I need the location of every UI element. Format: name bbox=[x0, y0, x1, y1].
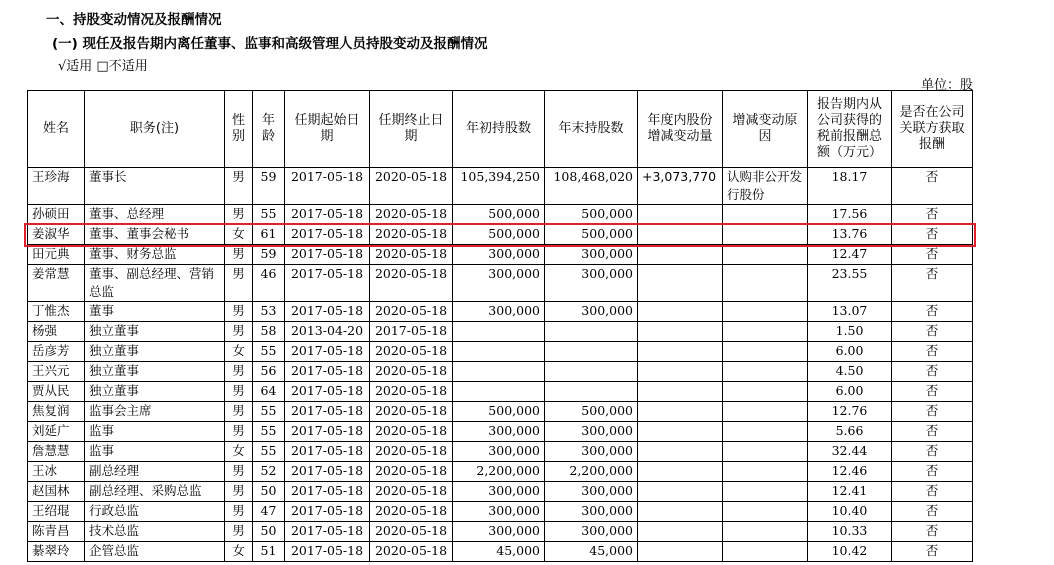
col-header-gender: 性别 bbox=[225, 91, 253, 168]
table-row bbox=[28, 522, 973, 542]
row-related-party-cell: 否 bbox=[892, 522, 973, 542]
row-gender-cell: 女 bbox=[225, 342, 253, 362]
row-change-reason-cell bbox=[723, 342, 808, 362]
row-name-cell: 孙硕田 bbox=[28, 205, 85, 225]
row-begin-shares-cell: 2,200,000 bbox=[453, 462, 545, 482]
shareholding-table bbox=[27, 90, 973, 562]
row-gender-cell: 女 bbox=[225, 542, 253, 562]
row-end-date-cell: 2020-05-18 bbox=[370, 462, 453, 482]
col-header-end-shares: 年末持股数 bbox=[545, 91, 638, 168]
row-start-date-cell: 2017-05-18 bbox=[285, 342, 370, 362]
table-row bbox=[28, 402, 973, 422]
row-related-party-cell: 否 bbox=[892, 362, 973, 382]
row-change-reason-cell bbox=[723, 502, 808, 522]
row-pretax-pay-cell: 12.47 bbox=[808, 245, 892, 265]
applicable-checkbox-line: √适用 □不适用 bbox=[58, 59, 148, 74]
table-row bbox=[28, 502, 973, 522]
row-age-cell: 61 bbox=[253, 225, 285, 245]
row-name-cell: 王冰 bbox=[28, 462, 85, 482]
row-start-date-cell: 2017-05-18 bbox=[285, 265, 370, 302]
row-share-change-cell bbox=[638, 542, 723, 562]
row-age-cell: 50 bbox=[253, 522, 285, 542]
row-related-party-cell: 否 bbox=[892, 302, 973, 322]
table-row bbox=[28, 265, 973, 302]
row-gender-cell: 男 bbox=[225, 382, 253, 402]
row-gender-cell: 男 bbox=[225, 265, 253, 302]
row-share-change-cell: +3,073,770 bbox=[638, 168, 723, 205]
row-pretax-pay-cell: 12.76 bbox=[808, 402, 892, 422]
table-row bbox=[28, 168, 973, 205]
row-pretax-pay-cell: 10.33 bbox=[808, 522, 892, 542]
row-start-date-cell: 2017-05-18 bbox=[285, 542, 370, 562]
row-position-cell: 董事、董事会秘书 bbox=[85, 225, 225, 245]
row-position-cell: 行政总监 bbox=[85, 502, 225, 522]
row-related-party-cell: 否 bbox=[892, 205, 973, 225]
row-name-cell: 王绍琨 bbox=[28, 502, 85, 522]
row-begin-shares-cell: 300,000 bbox=[453, 442, 545, 462]
row-gender-cell: 男 bbox=[225, 482, 253, 502]
row-pretax-pay-cell: 17.56 bbox=[808, 205, 892, 225]
row-gender-cell: 女 bbox=[225, 225, 253, 245]
row-related-party-cell: 否 bbox=[892, 382, 973, 402]
row-gender-cell: 男 bbox=[225, 362, 253, 382]
row-age-cell: 56 bbox=[253, 362, 285, 382]
row-share-change-cell bbox=[638, 482, 723, 502]
row-name-cell: 岳彦芳 bbox=[28, 342, 85, 362]
row-begin-shares-cell: 300,000 bbox=[453, 482, 545, 502]
row-related-party-cell: 否 bbox=[892, 502, 973, 522]
row-end-shares-cell bbox=[545, 322, 638, 342]
row-change-reason-cell: 认购非公开发行股份 bbox=[723, 168, 808, 205]
row-start-date-cell: 2017-05-18 bbox=[285, 205, 370, 225]
section-heading: 一、持股变动情况及报酬情况 bbox=[46, 12, 222, 28]
col-header-pretax-pay: 报告期内从公司获得的税前报酬总额（万元） bbox=[808, 91, 892, 168]
col-header-start-date: 任期起始日期 bbox=[285, 91, 370, 168]
row-related-party-cell: 否 bbox=[892, 542, 973, 562]
row-related-party-cell: 否 bbox=[892, 322, 973, 342]
row-change-reason-cell bbox=[723, 265, 808, 302]
row-related-party-cell: 否 bbox=[892, 462, 973, 482]
row-position-cell: 企管总监 bbox=[85, 542, 225, 562]
row-pretax-pay-cell: 6.00 bbox=[808, 382, 892, 402]
row-pretax-pay-cell: 12.46 bbox=[808, 462, 892, 482]
row-end-shares-cell: 300,000 bbox=[545, 422, 638, 442]
row-pretax-pay-cell: 18.17 bbox=[808, 168, 892, 205]
row-begin-shares-cell: 500,000 bbox=[453, 402, 545, 422]
row-age-cell: 46 bbox=[253, 265, 285, 302]
row-related-party-cell: 否 bbox=[892, 402, 973, 422]
row-pretax-pay-cell: 23.55 bbox=[808, 265, 892, 302]
row-name-cell: 焦复润 bbox=[28, 402, 85, 422]
row-start-date-cell: 2017-05-18 bbox=[285, 245, 370, 265]
row-age-cell: 55 bbox=[253, 422, 285, 442]
row-change-reason-cell bbox=[723, 362, 808, 382]
table-row bbox=[28, 462, 973, 482]
row-end-date-cell: 2020-05-18 bbox=[370, 442, 453, 462]
row-start-date-cell: 2017-05-18 bbox=[285, 382, 370, 402]
row-begin-shares-cell bbox=[453, 362, 545, 382]
row-start-date-cell: 2017-05-18 bbox=[285, 225, 370, 245]
row-related-party-cell: 否 bbox=[892, 245, 973, 265]
row-change-reason-cell bbox=[723, 382, 808, 402]
row-position-cell: 副总经理 bbox=[85, 462, 225, 482]
row-pretax-pay-cell: 5.66 bbox=[808, 422, 892, 442]
row-begin-shares-cell: 300,000 bbox=[453, 245, 545, 265]
table-row bbox=[28, 205, 973, 225]
row-related-party-cell: 否 bbox=[892, 225, 973, 245]
row-end-date-cell: 2020-05-18 bbox=[370, 245, 453, 265]
table-row bbox=[28, 245, 973, 265]
row-gender-cell: 男 bbox=[225, 302, 253, 322]
row-gender-cell: 女 bbox=[225, 442, 253, 462]
row-share-change-cell bbox=[638, 302, 723, 322]
row-name-cell: 赵国林 bbox=[28, 482, 85, 502]
row-gender-cell: 男 bbox=[225, 502, 253, 522]
row-gender-cell: 男 bbox=[225, 245, 253, 265]
row-age-cell: 55 bbox=[253, 402, 285, 422]
row-related-party-cell: 否 bbox=[892, 442, 973, 462]
row-gender-cell: 男 bbox=[225, 168, 253, 205]
row-change-reason-cell bbox=[723, 522, 808, 542]
row-change-reason-cell bbox=[723, 322, 808, 342]
row-name-cell: 贾从民 bbox=[28, 382, 85, 402]
row-change-reason-cell bbox=[723, 205, 808, 225]
row-end-date-cell: 2020-05-18 bbox=[370, 168, 453, 205]
row-name-cell: 姜常慧 bbox=[28, 265, 85, 302]
row-end-shares-cell: 300,000 bbox=[545, 522, 638, 542]
row-end-date-cell: 2020-05-18 bbox=[370, 265, 453, 302]
table-row bbox=[28, 225, 973, 245]
table-row bbox=[28, 382, 973, 402]
row-end-shares-cell bbox=[545, 382, 638, 402]
row-end-date-cell: 2020-05-18 bbox=[370, 382, 453, 402]
row-position-cell: 独立董事 bbox=[85, 322, 225, 342]
row-age-cell: 55 bbox=[253, 205, 285, 225]
unit-label: 单位：股 bbox=[921, 78, 974, 93]
row-end-shares-cell: 500,000 bbox=[545, 402, 638, 422]
row-share-change-cell bbox=[638, 225, 723, 245]
row-end-date-cell: 2020-05-18 bbox=[370, 302, 453, 322]
row-change-reason-cell bbox=[723, 245, 808, 265]
row-position-cell: 监事 bbox=[85, 442, 225, 462]
row-start-date-cell: 2017-05-18 bbox=[285, 362, 370, 382]
row-end-shares-cell: 300,000 bbox=[545, 265, 638, 302]
col-header-share-change: 年度内股份增减变动量 bbox=[638, 91, 723, 168]
row-change-reason-cell bbox=[723, 442, 808, 462]
row-share-change-cell bbox=[638, 522, 723, 542]
row-end-shares-cell: 300,000 bbox=[545, 502, 638, 522]
row-age-cell: 55 bbox=[253, 442, 285, 462]
row-change-reason-cell bbox=[723, 482, 808, 502]
row-pretax-pay-cell: 32.44 bbox=[808, 442, 892, 462]
row-end-shares-cell: 300,000 bbox=[545, 302, 638, 322]
row-end-date-cell: 2020-05-18 bbox=[370, 522, 453, 542]
col-header-age: 年龄 bbox=[253, 91, 285, 168]
row-share-change-cell bbox=[638, 442, 723, 462]
col-header-related-party-pay: 是否在公司关联方获取报酬 bbox=[892, 91, 973, 168]
row-begin-shares-cell: 105,394,250 bbox=[453, 168, 545, 205]
row-position-cell: 董事、财务总监 bbox=[85, 245, 225, 265]
row-age-cell: 55 bbox=[253, 342, 285, 362]
row-name-cell: 詹慧慧 bbox=[28, 442, 85, 462]
row-begin-shares-cell: 45,000 bbox=[453, 542, 545, 562]
row-share-change-cell bbox=[638, 265, 723, 302]
row-begin-shares-cell: 300,000 bbox=[453, 422, 545, 442]
row-age-cell: 50 bbox=[253, 482, 285, 502]
row-start-date-cell: 2017-05-18 bbox=[285, 482, 370, 502]
table-row bbox=[28, 322, 973, 342]
row-share-change-cell bbox=[638, 382, 723, 402]
row-end-date-cell: 2020-05-18 bbox=[370, 502, 453, 522]
row-end-date-cell: 2020-05-18 bbox=[370, 402, 453, 422]
table-row bbox=[28, 542, 973, 562]
row-name-cell: 刘延广 bbox=[28, 422, 85, 442]
row-begin-shares-cell: 300,000 bbox=[453, 302, 545, 322]
row-end-shares-cell: 45,000 bbox=[545, 542, 638, 562]
col-header-position: 职务(注) bbox=[85, 91, 225, 168]
col-header-begin-shares: 年初持股数 bbox=[453, 91, 545, 168]
row-position-cell: 监事会主席 bbox=[85, 402, 225, 422]
row-pretax-pay-cell: 10.42 bbox=[808, 542, 892, 562]
row-age-cell: 59 bbox=[253, 168, 285, 205]
row-begin-shares-cell: 300,000 bbox=[453, 502, 545, 522]
row-start-date-cell: 2017-05-18 bbox=[285, 168, 370, 205]
row-change-reason-cell bbox=[723, 225, 808, 245]
table-row bbox=[28, 362, 973, 382]
row-pretax-pay-cell: 1.50 bbox=[808, 322, 892, 342]
row-change-reason-cell bbox=[723, 402, 808, 422]
row-share-change-cell bbox=[638, 462, 723, 482]
row-position-cell: 董事、总经理 bbox=[85, 205, 225, 225]
row-end-shares-cell: 300,000 bbox=[545, 245, 638, 265]
table-row bbox=[28, 442, 973, 462]
row-start-date-cell: 2017-05-18 bbox=[285, 442, 370, 462]
row-share-change-cell bbox=[638, 502, 723, 522]
row-name-cell: 姜淑华 bbox=[28, 225, 85, 245]
row-gender-cell: 男 bbox=[225, 205, 253, 225]
row-share-change-cell bbox=[638, 245, 723, 265]
row-name-cell: 王珍海 bbox=[28, 168, 85, 205]
row-start-date-cell: 2017-05-18 bbox=[285, 402, 370, 422]
row-age-cell: 47 bbox=[253, 502, 285, 522]
row-name-cell: 綦翠玲 bbox=[28, 542, 85, 562]
row-end-date-cell: 2020-05-18 bbox=[370, 362, 453, 382]
row-share-change-cell bbox=[638, 422, 723, 442]
row-end-shares-cell: 300,000 bbox=[545, 442, 638, 462]
row-begin-shares-cell bbox=[453, 322, 545, 342]
row-name-cell: 杨强 bbox=[28, 322, 85, 342]
row-pretax-pay-cell: 4.50 bbox=[808, 362, 892, 382]
row-end-date-cell: 2020-05-18 bbox=[370, 225, 453, 245]
row-age-cell: 58 bbox=[253, 322, 285, 342]
row-change-reason-cell bbox=[723, 542, 808, 562]
row-related-party-cell: 否 bbox=[892, 342, 973, 362]
table-row bbox=[28, 302, 973, 322]
row-gender-cell: 男 bbox=[225, 522, 253, 542]
row-share-change-cell bbox=[638, 362, 723, 382]
row-position-cell: 副总经理、采购总监 bbox=[85, 482, 225, 502]
row-end-shares-cell: 2,200,000 bbox=[545, 462, 638, 482]
row-pretax-pay-cell: 12.41 bbox=[808, 482, 892, 502]
row-name-cell: 丁惟杰 bbox=[28, 302, 85, 322]
row-end-date-cell: 2020-05-18 bbox=[370, 422, 453, 442]
row-name-cell: 王兴元 bbox=[28, 362, 85, 382]
row-end-shares-cell: 500,000 bbox=[545, 225, 638, 245]
row-age-cell: 51 bbox=[253, 542, 285, 562]
row-start-date-cell: 2013-04-20 bbox=[285, 322, 370, 342]
row-change-reason-cell bbox=[723, 302, 808, 322]
row-start-date-cell: 2017-05-18 bbox=[285, 302, 370, 322]
row-share-change-cell bbox=[638, 342, 723, 362]
col-header-name: 姓名 bbox=[28, 91, 85, 168]
row-pretax-pay-cell: 13.76 bbox=[808, 225, 892, 245]
row-change-reason-cell bbox=[723, 462, 808, 482]
col-header-end-date: 任期终止日期 bbox=[370, 91, 453, 168]
row-age-cell: 52 bbox=[253, 462, 285, 482]
table-row bbox=[28, 422, 973, 442]
row-position-cell: 技术总监 bbox=[85, 522, 225, 542]
row-share-change-cell bbox=[638, 402, 723, 422]
row-pretax-pay-cell: 10.40 bbox=[808, 502, 892, 522]
row-name-cell: 田元典 bbox=[28, 245, 85, 265]
row-end-shares-cell bbox=[545, 342, 638, 362]
row-position-cell: 监事 bbox=[85, 422, 225, 442]
row-end-date-cell: 2020-05-18 bbox=[370, 482, 453, 502]
row-share-change-cell bbox=[638, 322, 723, 342]
row-position-cell: 独立董事 bbox=[85, 342, 225, 362]
row-gender-cell: 男 bbox=[225, 322, 253, 342]
row-pretax-pay-cell: 13.07 bbox=[808, 302, 892, 322]
row-end-shares-cell: 300,000 bbox=[545, 482, 638, 502]
row-gender-cell: 男 bbox=[225, 402, 253, 422]
row-related-party-cell: 否 bbox=[892, 482, 973, 502]
row-begin-shares-cell bbox=[453, 382, 545, 402]
subsection-heading: (一) 现任及报告期内离任董事、监事和高级管理人员持股变动及报酬情况 bbox=[52, 36, 488, 52]
row-name-cell: 陈青昌 bbox=[28, 522, 85, 542]
row-start-date-cell: 2017-05-18 bbox=[285, 502, 370, 522]
row-related-party-cell: 否 bbox=[892, 168, 973, 205]
row-end-date-cell: 2017-05-18 bbox=[370, 322, 453, 342]
row-end-shares-cell: 108,468,020 bbox=[545, 168, 638, 205]
row-begin-shares-cell: 500,000 bbox=[453, 225, 545, 245]
row-age-cell: 59 bbox=[253, 245, 285, 265]
row-end-date-cell: 2020-05-18 bbox=[370, 342, 453, 362]
row-gender-cell: 男 bbox=[225, 462, 253, 482]
row-position-cell: 独立董事 bbox=[85, 382, 225, 402]
col-header-change-reason: 增减变动原因 bbox=[723, 91, 808, 168]
row-start-date-cell: 2017-05-18 bbox=[285, 462, 370, 482]
row-change-reason-cell bbox=[723, 422, 808, 442]
row-begin-shares-cell: 500,000 bbox=[453, 205, 545, 225]
row-related-party-cell: 否 bbox=[892, 422, 973, 442]
row-position-cell: 董事长 bbox=[85, 168, 225, 205]
row-end-date-cell: 2020-05-18 bbox=[370, 542, 453, 562]
row-end-shares-cell bbox=[545, 362, 638, 382]
row-begin-shares-cell: 300,000 bbox=[453, 265, 545, 302]
row-start-date-cell: 2017-05-18 bbox=[285, 522, 370, 542]
table-row bbox=[28, 482, 973, 502]
row-position-cell: 董事、副总经理、营销总监 bbox=[85, 265, 225, 302]
row-related-party-cell: 否 bbox=[892, 265, 973, 302]
row-age-cell: 53 bbox=[253, 302, 285, 322]
row-pretax-pay-cell: 6.00 bbox=[808, 342, 892, 362]
row-share-change-cell bbox=[638, 205, 723, 225]
table-header-row bbox=[28, 91, 973, 168]
row-start-date-cell: 2017-05-18 bbox=[285, 422, 370, 442]
table-row bbox=[28, 342, 973, 362]
row-end-date-cell: 2020-05-18 bbox=[370, 205, 453, 225]
row-position-cell: 独立董事 bbox=[85, 362, 225, 382]
row-gender-cell: 男 bbox=[225, 422, 253, 442]
row-position-cell: 董事 bbox=[85, 302, 225, 322]
row-begin-shares-cell bbox=[453, 342, 545, 362]
row-begin-shares-cell: 300,000 bbox=[453, 522, 545, 542]
row-age-cell: 64 bbox=[253, 382, 285, 402]
row-end-shares-cell: 500,000 bbox=[545, 205, 638, 225]
